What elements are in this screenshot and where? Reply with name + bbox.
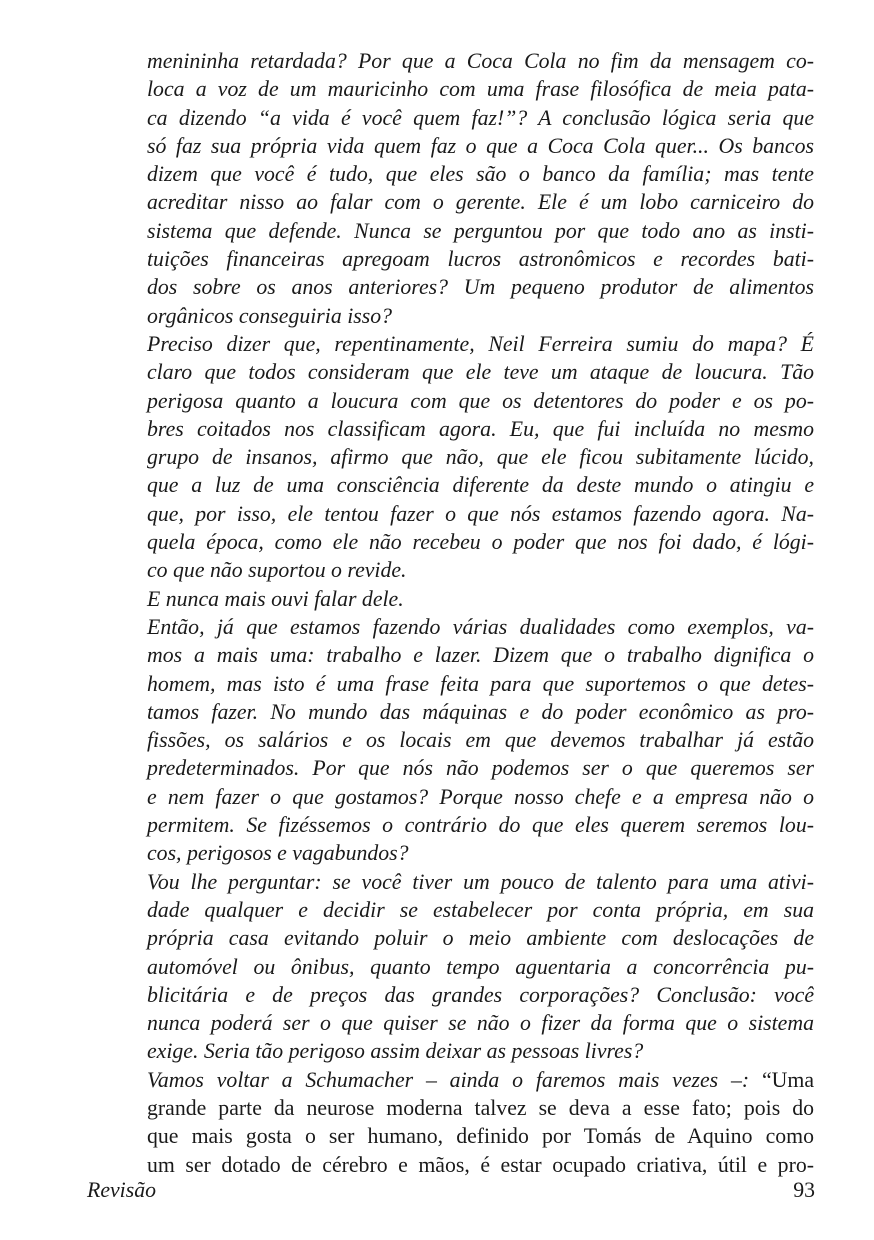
text-line-mixed [147, 1066, 814, 1094]
text-line: exige. Seria tão perigoso assim deixar as pessoas livres? [147, 1039, 644, 1064]
text-line: tuições financeiras apregoam lucros astronômicos e recordes bati- [147, 247, 814, 272]
text-line: dos sobre os anos anteriores? Um pequeno produtor de alimentos [147, 275, 814, 300]
quote-start: “Uma [749, 1067, 814, 1092]
paragraph-1 [147, 47, 814, 330]
text-line: fissões, os salários e os locais em que devemos trabalhar já estão [147, 728, 814, 753]
text-line: menininha retardada? Por que a Coca Cola no fim da mensagem co- [147, 49, 814, 73]
text-line: claro que todos consideram que ele teve um ataque de loucura. Tão [147, 360, 814, 385]
paragraph-3 [147, 585, 814, 613]
text-line: permitem. Se fizéssemos o contrário do que eles querem seremos lou- [147, 813, 814, 838]
page-number: 93 [793, 1178, 815, 1202]
text-line: Vou lhe perguntar: se você tiver um pouco de talento para uma ativi- [147, 869, 814, 894]
text-line: grande parte da neurose moderna talvez se deva a esse fato; pois do [147, 1095, 814, 1120]
text-line: própria casa evitando poluir o meio ambiente com deslocações de [147, 926, 814, 951]
text-line: mos a mais uma: trabalho e lazer. Dizem que o trabalho dignifica o [147, 643, 814, 668]
text-line: que, por isso, ele tentou fazer o que nós estamos fazendo agora. Na- [147, 501, 814, 526]
text-line: cos, perigosos e vagabundos? [147, 841, 409, 866]
text-line: dade qualquer e decidir se estabelecer por conta própria, em sua [147, 897, 814, 922]
text-line: só faz sua própria vida quem faz o que a Coca Cola quer... Os bancos [147, 133, 814, 158]
body-text [147, 47, 814, 1179]
lead-in-italic: Vamos voltar a Schumacher – ainda o faremos mais vezes –: [147, 1067, 750, 1092]
text-line: predeterminados. Por que nós não podemos ser o que queremos ser [147, 756, 814, 781]
text-line: Preciso dizer que, repentinamente, Neil Ferreira sumiu do mapa? É [147, 331, 814, 356]
text-line: grupo de insanos, afirmo que não, que ele ficou subitamente lúcido, [147, 445, 814, 470]
text-line: sistema que defende. Nunca se perguntou por que todo ano as insti- [147, 218, 814, 243]
text-line: um ser dotado de cérebro e mãos, é estar ocupado criativa, útil e pro- [147, 1152, 814, 1177]
text-line: Então, já que estamos fazendo várias dualidades como exemplos, va- [147, 614, 814, 639]
text-line: perigosa quanto a loucura com que os detentores do poder e os po- [147, 388, 814, 413]
text-line: blicitária e de preços das grandes corporações? Conclusão: você [147, 982, 814, 1007]
text-line: E nunca mais ouvi falar dele. [147, 586, 404, 611]
text-line: homem, mas isto é uma frase feita para que suportemos o que detes- [147, 671, 814, 696]
paragraph-6 [147, 1066, 814, 1179]
text-line: co que não suportou o revide. [147, 558, 407, 583]
text-line: orgânicos conseguiria isso? [147, 303, 393, 328]
text-line: que mais gosta o ser humano, definido por Tomás de Aquino como [147, 1124, 814, 1149]
paragraph-5 [147, 868, 814, 1066]
text-line: e nem fazer o que gostamos? Porque nosso chefe e a empresa não o [147, 784, 814, 809]
text-line: bres coitados nos classificam agora. Eu, que fui incluída no mesmo [147, 416, 814, 441]
paragraph-4 [147, 613, 814, 868]
paragraph-2 [147, 330, 814, 585]
text-line: nunca poderá ser o que quiser se não o fizer da forma que o sistema [147, 1011, 814, 1036]
text-line: acreditar nisso ao falar com o gerente. Ele é um lobo carniceiro do [147, 190, 814, 215]
text-line: loca a voz de um mauricinho com uma frase filosófica de meia pata- [147, 77, 814, 102]
text-line: tamos fazer. No mundo das máquinas e do poder econômico as pro- [147, 699, 814, 724]
text-line: ca dizendo “a vida é você quem faz!”? A conclusão lógica seria que [147, 105, 814, 130]
running-footer-title: Revisão [87, 1178, 156, 1202]
text-line: que a luz de uma consciência diferente da deste mundo o atingiu e [147, 473, 814, 498]
text-line: dizem que você é tudo, que eles são o banco da família; mas tente [147, 162, 814, 187]
text-line: automóvel ou ônibus, quanto tempo aguentaria a concorrência pu- [147, 954, 814, 979]
text-line: quela época, como ele não recebeu o poder que nos foi dado, é lógi- [147, 530, 814, 555]
